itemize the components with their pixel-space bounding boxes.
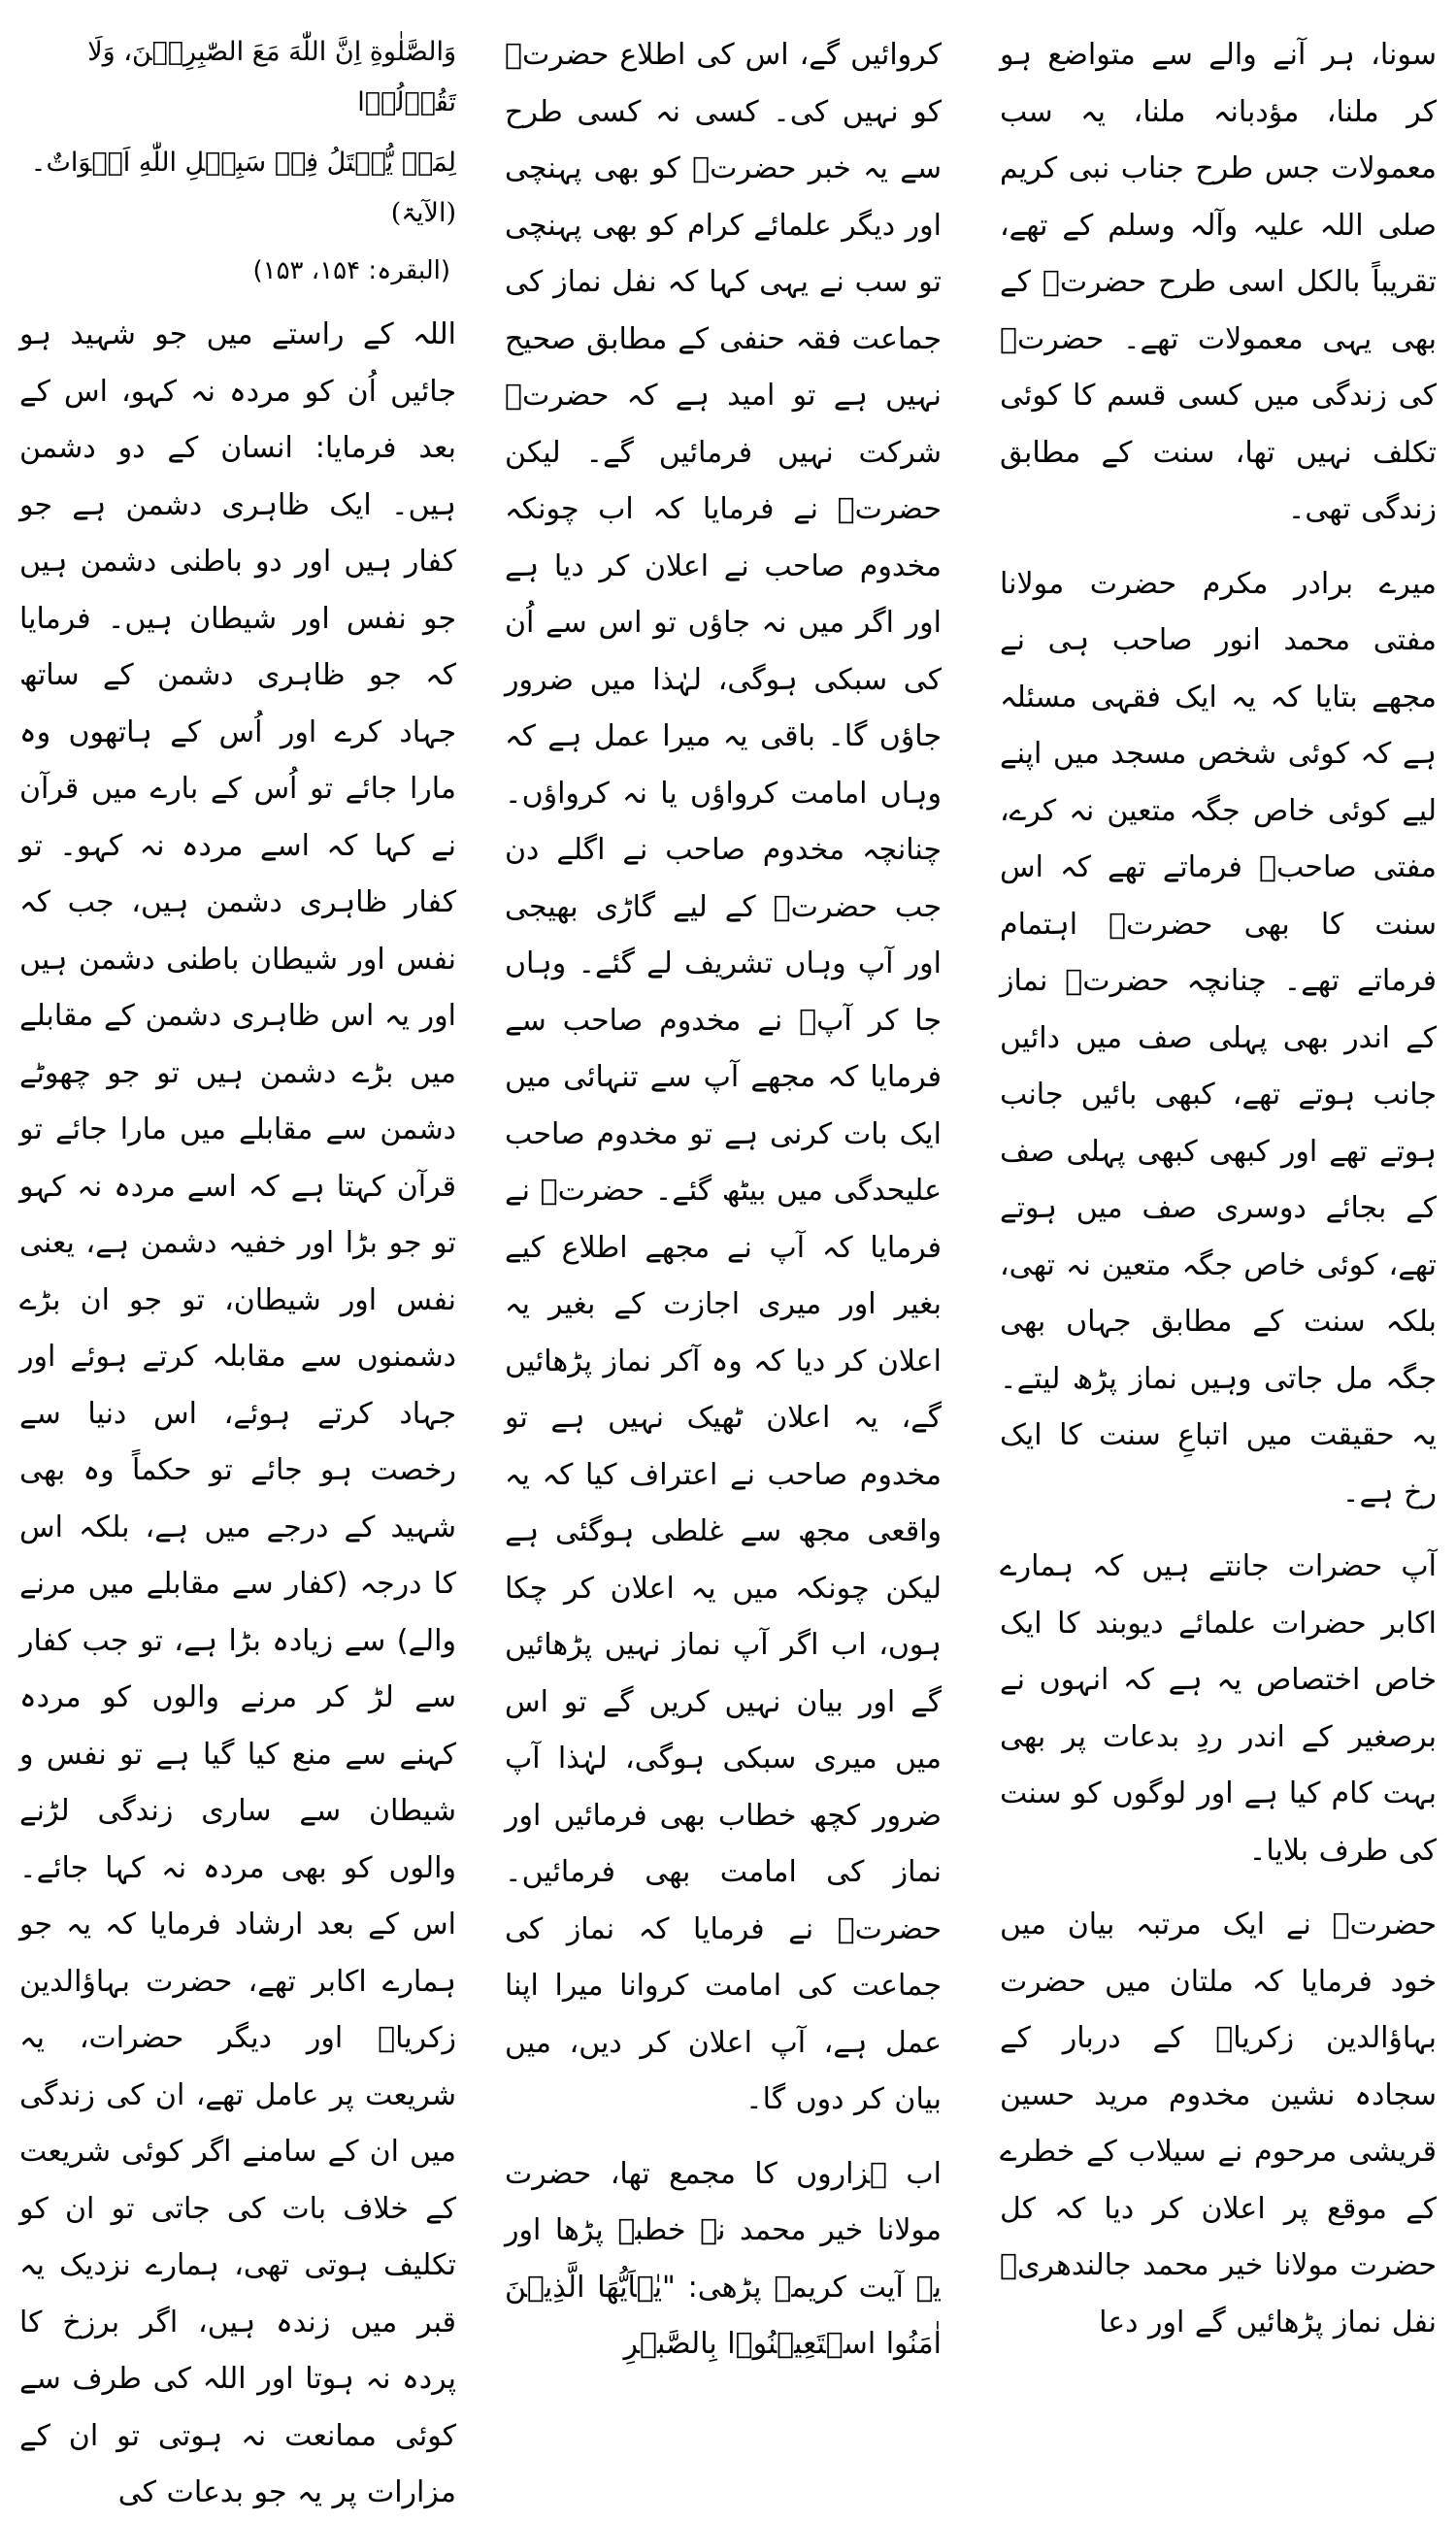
paragraph: حضرتؒ نے ایک مرتبہ بیان میں خود فرمایا کہ ملتان میں حضرت بہاؤالدین زکریاؒ کے دربار کے سجادہ نشین مخدوم مرید حسین قریشی مرحوم نے سیلاب کے خطرے کے موقع پر اعلان کر دیا کہ کل حضرت مولانا خیر محمد جالندھریؒ نفل نماز پڑھائیں گے اور دعا: [1000, 1908, 1437, 2339]
paragraph: آپ حضرات جانتے ہیں کہ ہمارے اکابر حضرات علمائے دیوبند کا ایک خاص اختصاص یہ ہے کہ انہوں نے برصغیر کے اندر ردِ بدعات پر بھی بہت کام کیا ہے اور لوگوں کو سنت کی طرف بلایا۔: [1000, 1549, 1437, 1868]
paragraph: کروائیں گے، اس کی اطلاع حضرتؒ کو نہیں کی۔ کسی نہ کسی طرح سے یہ خبر حضرتؒ کو بھی پہنچی اور دیگر علمائے کرام کو بھی پہنچی تو سب نے یہی کہا کہ نفل نماز کی جماعت فقہ حنفی کے مطابق صحیح نہیں ہے تو امید ہے کہ حضرتؒ شرکت نہیں فرمائیں گے۔ لیکن حضرتؒ نے فرمایا کہ اب چونکہ مخدوم صاحب نے اعلان کر دیا ہے اور اگر میں نہ جاؤں تو اس سے اُن کی سبکی ہوگی، لہٰذا میں ضرور جاؤں گا۔ باقی یہ میرا عمل ہے کہ وہاں امامت کرواؤں یا نہ کرواؤں۔ چنانچہ مخدوم صاحب نے اگلے دن جب حضرتؒ کے لیے گاڑی بھیجی اور آپ وہاں تشریف لے گئے۔ وہاں جا کر آپؒ نے مخدوم صاحب سے فرمایا کہ مجھے آپ سے تنہائی میں ایک بات کرنی ہے تو مخدوم صاحب علیحدگی میں بیٹھ گئے۔ حضرتؒ نے فرمایا کہ آپ نے مجھے اطلاع کیے بغیر اور میری اجازت کے بغیر یہ اعلان کر دیا کہ وہ آکر نماز پڑھائیں گے، یہ اعلان ٹھیک نہیں ہے تو مخدوم صاحب نے اعتراف کیا کہ یہ واقعی مجھ سے غلطی ہوگئی ہے لیکن چونکہ میں یہ اعلان کر چکا ہوں، اب اگر آپ نماز نہیں پڑھائیں گے اور بیان نہیں کریں گے تو اس میں میری سبکی ہوگی، لہٰذا آپ ضرور کچھ خطاب بھی فرمائیں اور نماز کی امامت بھی فرمائیں۔ حضرتؒ نے فرمایا کہ نماز کی جماعت کی امامت کروانا میرا اپنا عمل ہے، آپ اعلان کر دیں، میں بیان کر دوں گا۔: [505, 38, 942, 2116]
verse-reference: (البقرہ: ۱۵۴، ۱۵۳): [252, 256, 450, 285]
paragraph: اللہ کے راستے میں جو شہید ہو جائیں اُن کو مردہ نہ کہو، اس کے بعد فرمایا: انسان کے دو دشمن ہیں۔ ایک ظاہری دشمن ہے جو کفار ہیں اور دو باطنی دشمن ہیں جو نفس اور شیطان ہیں۔ فرمایا کہ جو ظاہری دشمن کے ساتھ جہاد کرے اور اُس کے ہاتھوں وہ مارا جائے تو اُس کے بارے میں قرآن نے کہا کہ اسے مردہ نہ کہو۔ تو کفار ظاہری دشمن ہیں، جب کہ نفس اور شیطان باطنی دشمن ہیں اور یہ اس ظاہری دشمن کے مقابلے میں بڑے دشمن ہیں تو جو چھوٹے دشمن سے مقابلے میں مارا جائے تو قرآن کہتا ہے کہ اسے مردہ نہ کہو تو جو بڑا اور خفیہ دشمن ہے، یعنی نفس اور شیطان، تو جو ان بڑے دشمنوں سے مقابلہ کرتے ہوئے اور جہاد کرتے ہوئے، اس دنیا سے رخصت ہو جائے تو حکماً وہ بھی شہید کے درجے میں ہے، بلکہ اس کا درجہ (کفار سے مقابلے میں مرنے والے) سے زیادہ بڑا ہے، تو جب کفار سے لڑ کر مرنے والوں کو مردہ کہنے سے منع کیا گیا ہے تو نفس و شیطان سے ساری زندگی لڑنے والوں کو بھی مردہ نہ کہا جائے۔ اس کے بعد ارشاد فرمایا کہ یہ جو ہمارے اکابر تھے، حضرت بہاؤالدین زکریاؒ اور دیگر حضرات، یہ شریعت پر عامل تھے، ان کی زندگی میں ان کے سامنے اگر کوئی شریعت کے خلاف بات کی جاتی تو ان کو تکلیف ہوتی تھی، ہمارے نزدیک یہ قبر میں زندہ ہیں، اگر برزخ کا پردہ نہ ہوتا اور اللہ کی طرف سے کوئی ممانعت نہ ہوتی تو ان کے مزارات پر یہ جو بدعات کی: [19, 317, 456, 2509]
column-left: [19, 27, 456, 2509]
column-middle: [505, 27, 942, 2361]
quran-verse-line: وَالصَّلٰوةِ اِنَّ اللّٰهَ مَعَ الصّٰبِرِیۡنَ، وَلَا تَقُوۡلُوۡا: [87, 37, 456, 117]
column-right: [1000, 27, 1437, 2339]
quran-verse-line: لِمَنۡ یُّقۡتَلُ فِیۡ سَبِیۡلِ اللّٰهِ اَمۡوَاتٌ۔ (الآیۃ): [30, 148, 456, 228]
paragraph: اب ہزاروں کا مجمع تھا، حضرت مولانا خیر محمد نے خطبہ پڑھا اور یہ آیت کریمہ پڑھی: "یٰۤاَیُّهَا الَّذِیۡنَ اٰمَنُوا اسۡتَعِیۡنُوۡا بِالصَّبۡرِ: [505, 2156, 942, 2361]
paragraph: میرے برادر مکرم حضرت مولانا مفتی محمد انور صاحب ہی نے مجھے بتایا کہ یہ ایک فقہی مسئلہ ہے کہ کوئی شخص مسجد میں اپنے لیے کوئی خاص جگہ متعین نہ کرے، مفتی صاحبؒ فرماتے تھے کہ اس سنت کا بھی حضرتؒ اہتمام فرماتے تھے۔ چنانچہ حضرتؒ نماز کے اندر بھی پہلی صف میں دائیں جانب ہوتے تھے، کبھی بائیں جانب ہوتے تھے اور کبھی کبھی پہلی صف کے بجائے دوسری صف میں ہوتے تھے، کوئی خاص جگہ متعین نہ تھی، بلکہ سنت کے مطابق جہاں بھی جگہ مل جاتی وہیں نماز پڑھ لیتے۔ یہ حقیقت میں اتباعِ سنت کا ایک رخ ہے۔: [1000, 566, 1437, 1510]
paragraph: سونا، ہر آنے والے سے متواضع ہو کر ملنا، مؤدبانہ ملنا، یہ سب معمولات جس طرح جناب نبی کریم صلی اللہ علیہ وآلہ وسلم کے تھے، تقریباً بالکل اسی طرح حضرتؒ کے بھی یہی معمولات تھے۔ حضرتؒ کی زندگی میں کسی قسم کا کوئی تکلف نہیں تھا، سنت کے مطابق زندگی تھی۔: [1000, 38, 1437, 526]
